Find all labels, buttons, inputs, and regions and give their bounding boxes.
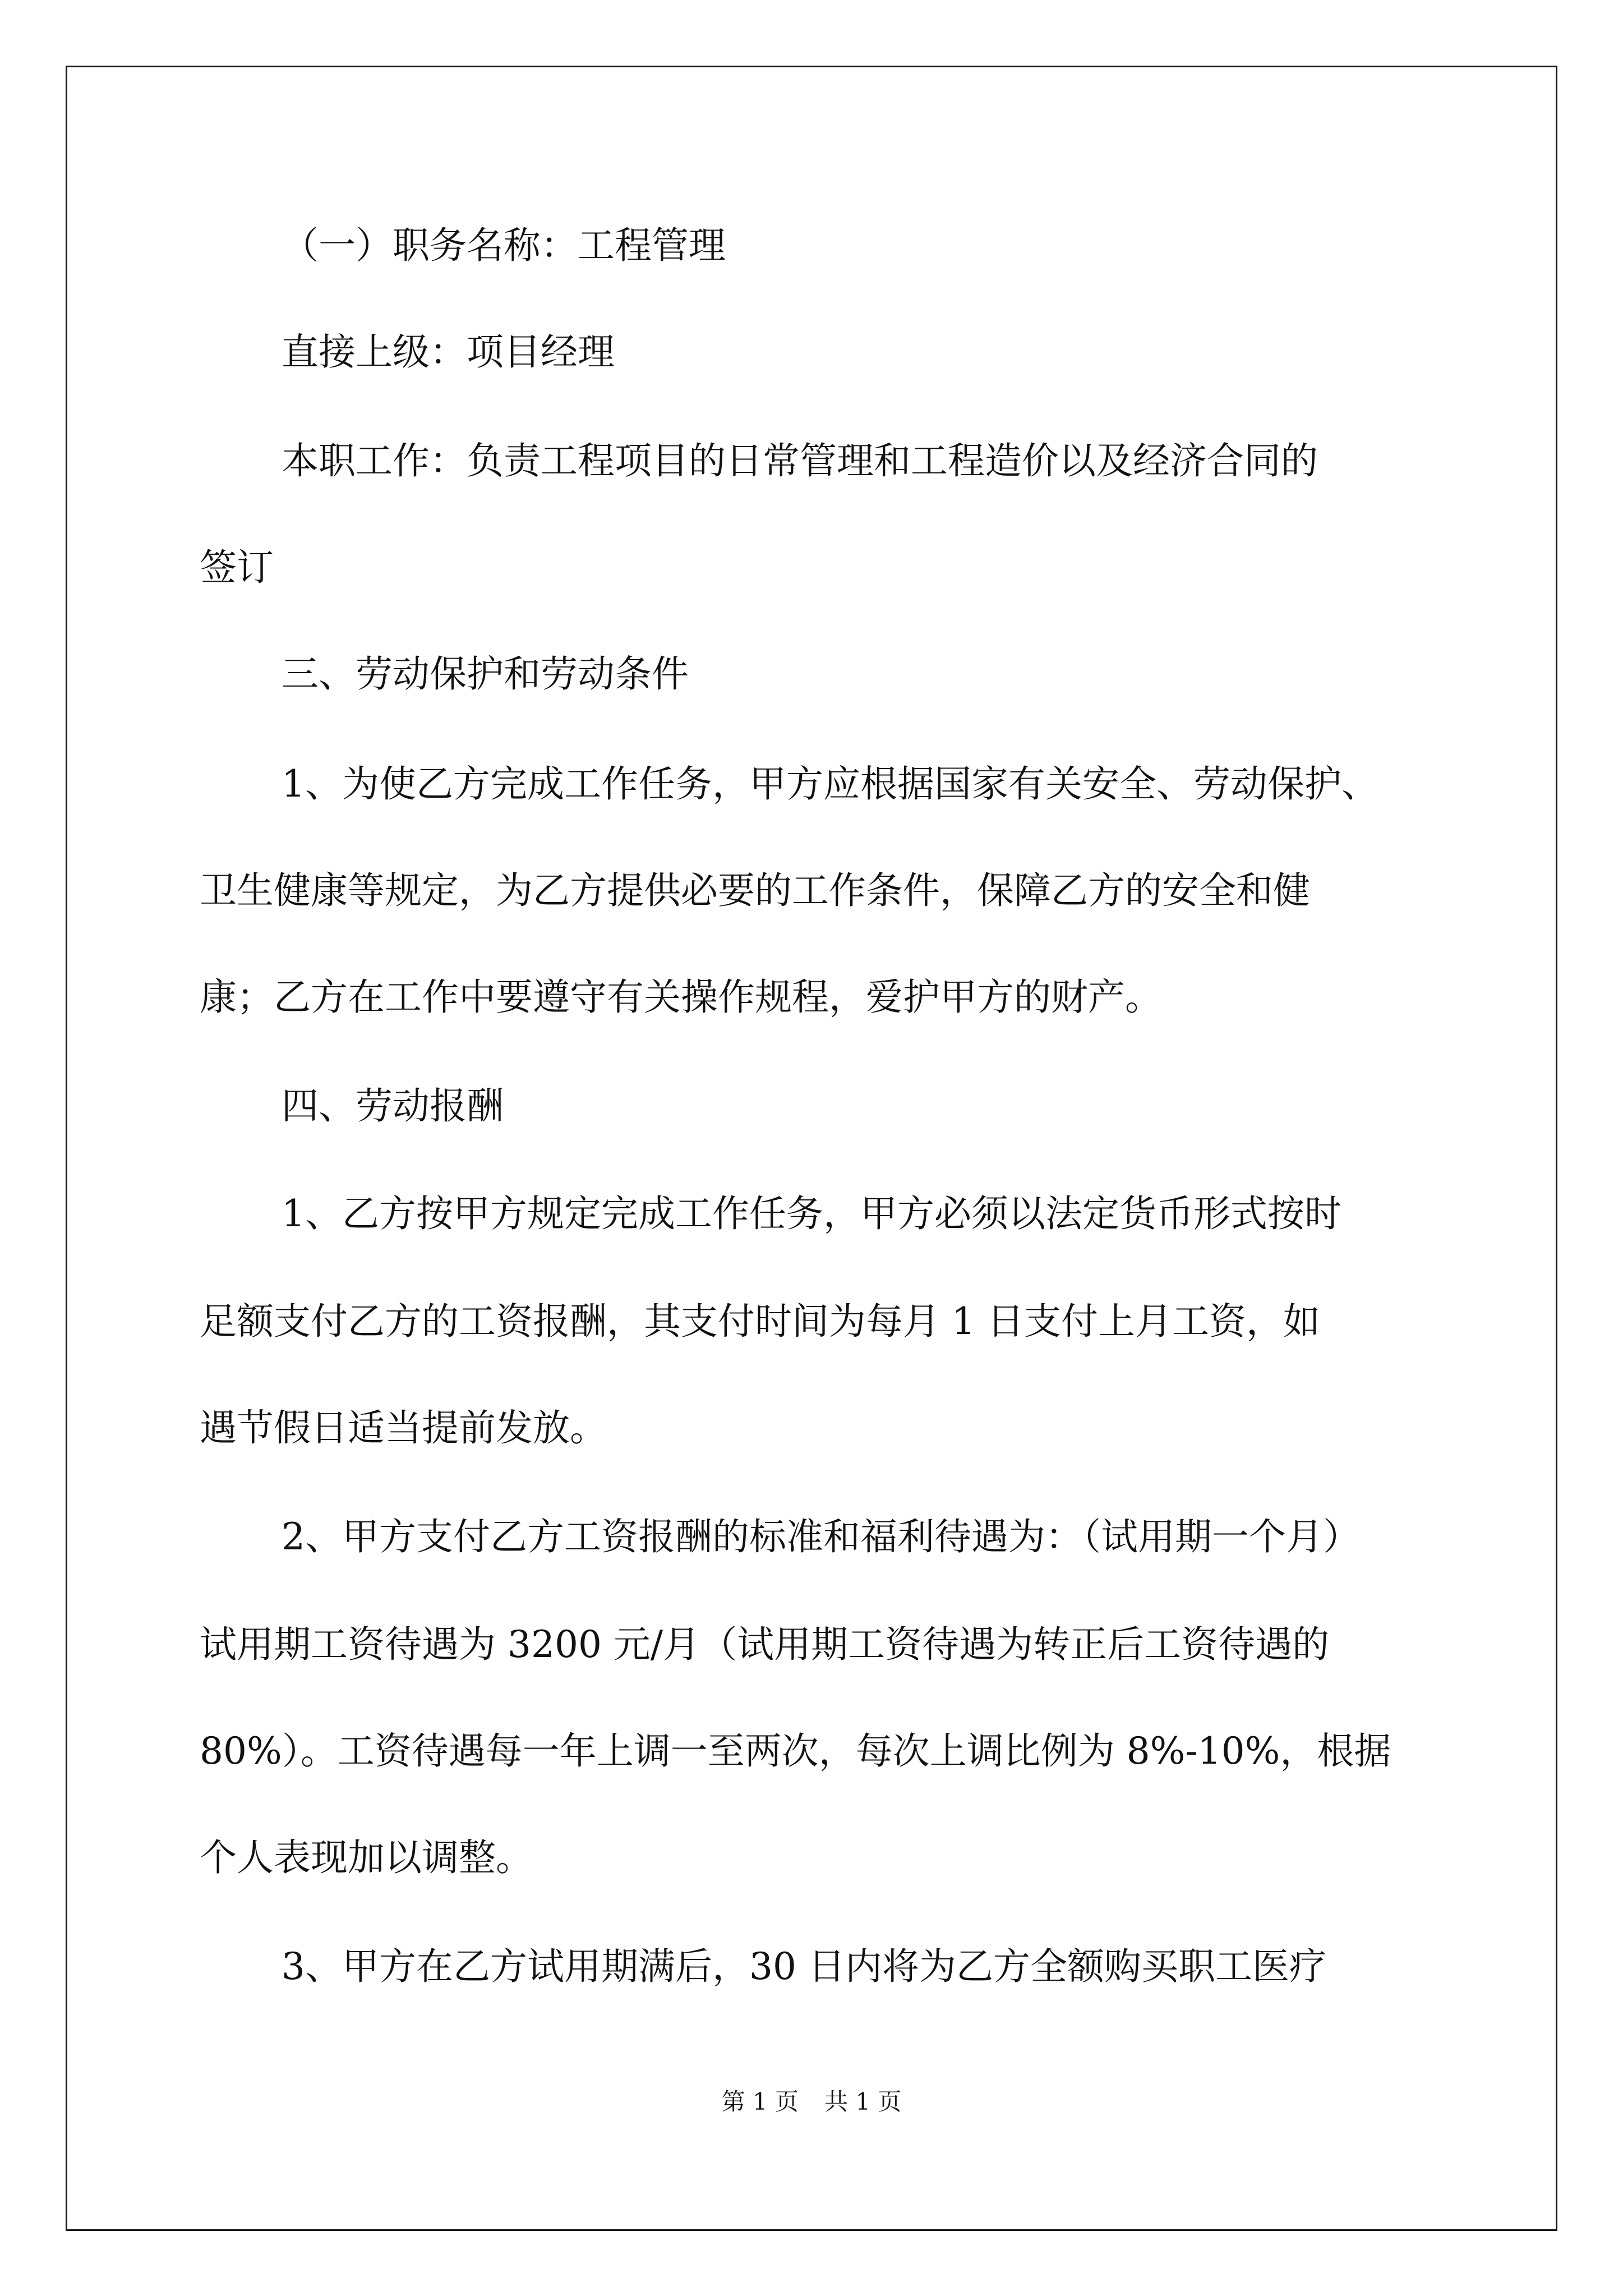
- paragraph-line: 2、甲方支付乙方工资报酬的标准和福利待遇为：（试用期一个月）: [282, 1515, 1360, 1558]
- page-count: 共 1 页: [824, 2088, 902, 2115]
- section-heading: 四、劳动报酬: [282, 1084, 504, 1128]
- paragraph-line: 足额支付乙方的工资报酬，其支付时间为每月 1 日支付上月工资，如: [200, 1300, 1320, 1343]
- paragraph-line: （一）职务名称：工程管理: [282, 224, 726, 267]
- paragraph-line: 直接上级：项目经理: [282, 330, 615, 374]
- paragraph-line: 1、乙方按甲方规定完成工作任务，甲方必须以法定货币形式按时: [282, 1192, 1341, 1235]
- paragraph-line: 签订: [200, 546, 274, 589]
- paragraph-line: 个人表现加以调整。: [200, 1836, 533, 1879]
- paragraph-line: 试用期工资待遇为 3200 元/月（试用期工资待遇为转正后工资待遇的: [200, 1623, 1330, 1666]
- paragraph-line: 康；乙方在工作中要遵守有关操作规程，爱护甲方的财产。: [200, 976, 1162, 1019]
- paragraph-line: 80%）。工资待遇每一年上调一至两次，每次上调比例为 8%-10%，根据: [200, 1729, 1391, 1773]
- paragraph-line: 1、为使乙方完成工作任务，甲方应根据国家有关安全、劳动保护、: [282, 762, 1378, 806]
- section-heading: 三、劳动保护和劳动条件: [282, 652, 689, 696]
- page-footer: [0, 2088, 1623, 2116]
- paragraph-line: 卫生健康等规定，为乙方提供必要的工作条件，保障乙方的安全和健: [200, 869, 1310, 912]
- paragraph-line: 3、甲方在乙方试用期满后，30 日内将为乙方全额购买职工医疗: [282, 1945, 1326, 1988]
- paragraph-line: 本职工作：负责工程项目的日常管理和工程造价以及经济合同的: [282, 439, 1318, 482]
- page-border: [66, 66, 1557, 2231]
- page-number: 第 1 页: [721, 2088, 799, 2115]
- paragraph-line: 遇节假日适当提前发放。: [200, 1406, 607, 1450]
